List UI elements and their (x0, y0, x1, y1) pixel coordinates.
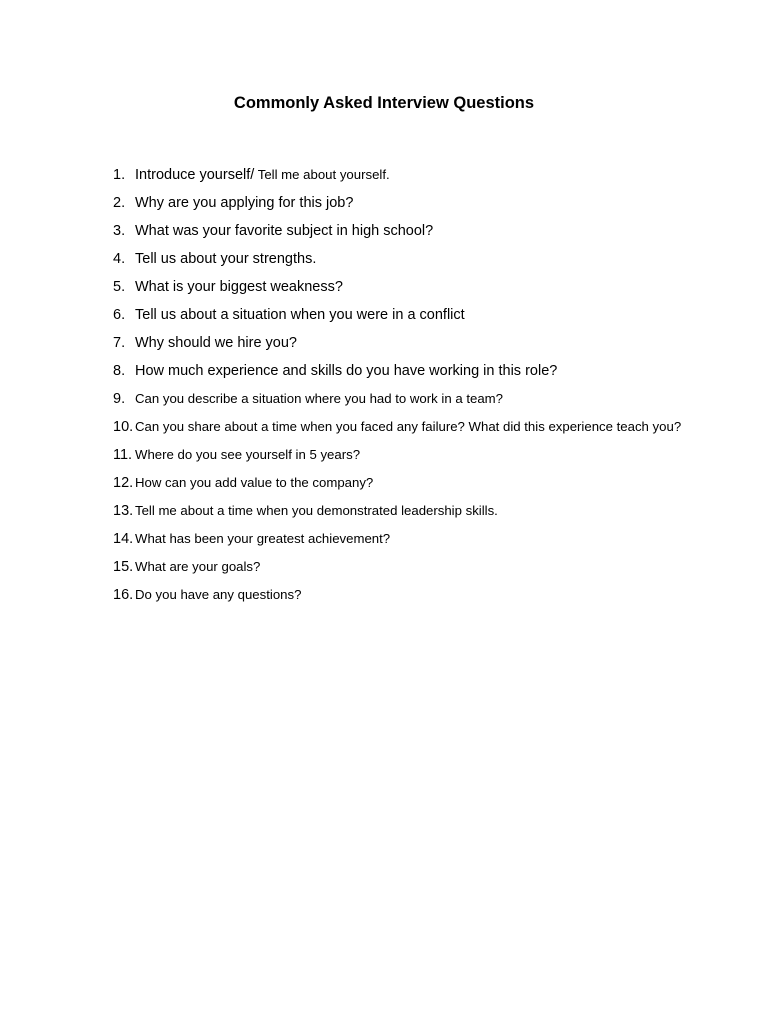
question-number: 8. (113, 363, 126, 379)
question-text: Can you share about a time when you faced any failure? What did this experience teach you? (135, 419, 682, 434)
question-text: Tell me about a time when you demonstrated leadership skills. (135, 503, 498, 518)
question-number: 15. (113, 559, 134, 575)
question-text: Do you have any questions? (135, 587, 302, 602)
question-number: 7. (113, 335, 126, 351)
question-item (113, 245, 683, 273)
question-number: 12. (113, 475, 134, 491)
question-item (113, 217, 683, 245)
question-text: Introduce yourself/ (135, 167, 255, 183)
question-text: Why are you applying for this job? (135, 195, 354, 211)
question-item (113, 161, 683, 189)
question-text: Why should we hire you? (135, 335, 297, 351)
question-number: 16. (113, 587, 134, 603)
question-number: 5. (113, 279, 126, 295)
question-text: Tell us about a situation when you were in a conflict (135, 307, 465, 323)
question-text: How much experience and skills do you have working in this role? (135, 363, 558, 379)
question-item (113, 553, 683, 581)
question-text-continuation: Tell me about yourself. (254, 167, 390, 182)
question-item (113, 441, 683, 469)
question-item (113, 469, 683, 497)
question-item (113, 357, 683, 385)
question-text: How can you add value to the company? (135, 475, 374, 490)
question-item (113, 385, 683, 413)
question-item (113, 413, 683, 441)
question-item (113, 189, 683, 217)
question-item (113, 301, 683, 329)
question-list (113, 161, 683, 609)
question-number: 2. (113, 195, 126, 211)
question-number: 4. (113, 251, 126, 267)
question-item (113, 497, 683, 525)
question-item (113, 581, 683, 609)
question-number: 1. (113, 167, 126, 183)
question-number: 11. (113, 447, 133, 463)
question-item (113, 329, 683, 357)
question-number: 9. (113, 391, 126, 407)
document-title: Commonly Asked Interview Questions (233, 94, 535, 112)
question-item (113, 273, 683, 301)
question-number: 6. (113, 307, 126, 323)
question-number: 14. (113, 531, 134, 547)
question-text: What has been your greatest achievement? (135, 531, 391, 546)
question-number: 13. (113, 503, 134, 519)
question-text: Tell us about your strengths. (135, 251, 317, 267)
question-text: Where do you see yourself in 5 years? (135, 447, 361, 462)
question-item (113, 525, 683, 553)
question-text: What are your goals? (135, 559, 261, 574)
question-text: Can you describe a situation where you had to work in a team? (135, 391, 503, 406)
question-number: 10. (113, 419, 134, 435)
question-text: What was your favorite subject in high school? (135, 223, 434, 239)
question-number: 3. (113, 223, 126, 239)
question-text: What is your biggest weakness? (135, 279, 343, 295)
